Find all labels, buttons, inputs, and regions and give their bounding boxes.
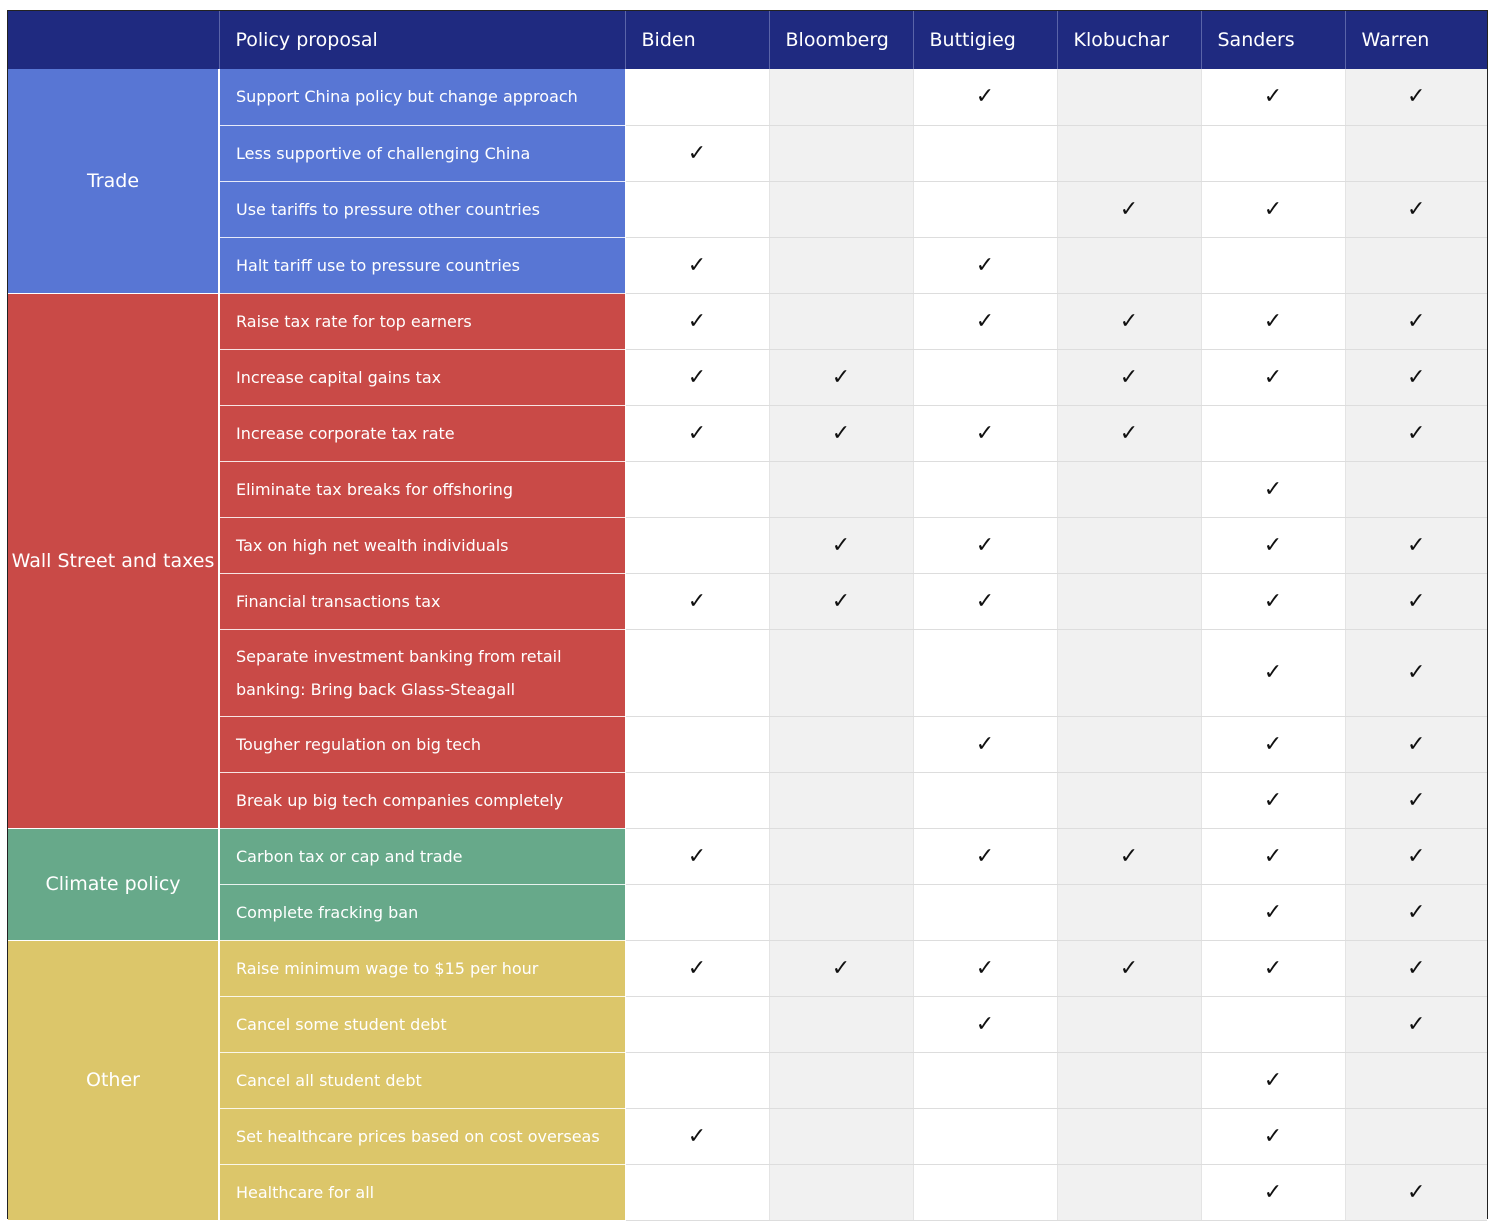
support-cell-bloomberg xyxy=(769,69,913,125)
support-cell-buttigieg xyxy=(913,629,1057,716)
table-row xyxy=(8,828,1487,884)
table-row xyxy=(8,996,1487,1052)
support-cell-bloomberg xyxy=(769,349,913,405)
policy-cell: Set healthcare prices based on cost overseas xyxy=(219,1108,625,1164)
support-cell-biden xyxy=(625,181,769,237)
checkmark-icon: ✓ xyxy=(687,308,707,334)
support-cell-klobuchar xyxy=(1057,461,1201,517)
policy-comparison-table xyxy=(8,11,1487,1221)
header-candidate-klobuchar: Klobuchar xyxy=(1057,11,1201,69)
support-cell-klobuchar xyxy=(1057,349,1201,405)
support-cell-sanders xyxy=(1201,125,1345,181)
policy-cell: Break up big tech companies completely xyxy=(219,772,625,828)
header-policy-proposal: Policy proposal xyxy=(219,11,625,69)
support-cell-sanders xyxy=(1201,573,1345,629)
header-candidate-biden: Biden xyxy=(625,11,769,69)
policy-cell: Less supportive of challenging China xyxy=(219,125,625,181)
checkmark-icon: ✓ xyxy=(831,955,851,981)
checkmark-icon: ✓ xyxy=(1407,843,1426,869)
checkmark-icon: ✓ xyxy=(1407,1179,1426,1205)
support-cell-sanders xyxy=(1201,517,1345,573)
checkmark-icon: ✓ xyxy=(1407,420,1426,446)
policy-comparison-table-container xyxy=(7,10,1488,1219)
checkmark-icon: ✓ xyxy=(975,308,995,334)
table-row xyxy=(8,69,1487,125)
support-cell-bloomberg xyxy=(769,772,913,828)
table-row xyxy=(8,772,1487,828)
support-cell-klobuchar xyxy=(1057,517,1201,573)
checkmark-icon: ✓ xyxy=(975,955,995,981)
policy-cell: Complete fracking ban xyxy=(219,884,625,940)
support-cell-buttigieg xyxy=(913,461,1057,517)
support-cell-warren xyxy=(1345,772,1487,828)
checkmark-icon: ✓ xyxy=(687,420,707,446)
policy-cell: Use tariffs to pressure other countries xyxy=(219,181,625,237)
policy-cell: Tougher regulation on big tech xyxy=(219,716,625,772)
checkmark-icon: ✓ xyxy=(687,364,707,390)
table-row xyxy=(8,181,1487,237)
support-cell-buttigieg xyxy=(913,1108,1057,1164)
checkmark-icon: ✓ xyxy=(1263,660,1283,685)
support-cell-biden xyxy=(625,1052,769,1108)
header-candidate-sanders: Sanders xyxy=(1201,11,1345,69)
table-row xyxy=(8,940,1487,996)
policy-cell: Eliminate tax breaks for offshoring xyxy=(219,461,625,517)
support-cell-klobuchar xyxy=(1057,293,1201,349)
support-cell-bloomberg xyxy=(769,1108,913,1164)
support-cell-warren xyxy=(1345,461,1487,517)
checkmark-icon: ✓ xyxy=(975,588,995,614)
policy-cell: Cancel some student debt xyxy=(219,996,625,1052)
policy-cell: Halt tariff use to pressure countries xyxy=(219,237,625,293)
checkmark-icon: ✓ xyxy=(1263,1123,1283,1149)
header-candidate-warren: Warren xyxy=(1345,11,1487,69)
support-cell-sanders xyxy=(1201,293,1345,349)
checkmark-icon: ✓ xyxy=(1407,787,1426,813)
checkmark-icon: ✓ xyxy=(1407,84,1426,110)
checkmark-icon: ✓ xyxy=(975,252,995,278)
support-cell-biden xyxy=(625,69,769,125)
support-cell-sanders xyxy=(1201,461,1345,517)
table-row xyxy=(8,405,1487,461)
checkmark-icon: ✓ xyxy=(1263,532,1283,558)
support-cell-klobuchar xyxy=(1057,884,1201,940)
support-cell-bloomberg xyxy=(769,1164,913,1220)
support-cell-buttigieg xyxy=(913,828,1057,884)
support-cell-biden xyxy=(625,1164,769,1220)
support-cell-bloomberg xyxy=(769,629,913,716)
checkmark-icon: ✓ xyxy=(687,140,707,166)
checkmark-icon: ✓ xyxy=(975,731,995,757)
policy-cell: Separate investment banking from retail banking: Bring back Glass-Steagall xyxy=(219,629,625,716)
table-row xyxy=(8,573,1487,629)
support-cell-buttigieg xyxy=(913,517,1057,573)
support-cell-klobuchar xyxy=(1057,405,1201,461)
support-cell-klobuchar xyxy=(1057,237,1201,293)
table-row xyxy=(8,349,1487,405)
support-cell-klobuchar xyxy=(1057,772,1201,828)
support-cell-biden xyxy=(625,1108,769,1164)
support-cell-bloomberg xyxy=(769,293,913,349)
checkmark-icon: ✓ xyxy=(687,955,707,981)
checkmark-icon: ✓ xyxy=(975,420,995,446)
table-header xyxy=(8,11,1487,69)
policy-cell: Cancel all student debt xyxy=(219,1052,625,1108)
checkmark-icon: ✓ xyxy=(1407,731,1426,757)
support-cell-biden xyxy=(625,884,769,940)
policy-cell: Raise minimum wage to $15 per hour xyxy=(219,940,625,996)
support-cell-buttigieg xyxy=(913,573,1057,629)
support-cell-klobuchar xyxy=(1057,125,1201,181)
support-cell-warren xyxy=(1345,716,1487,772)
support-cell-sanders xyxy=(1201,1164,1345,1220)
support-cell-sanders xyxy=(1201,772,1345,828)
table-row xyxy=(8,1164,1487,1220)
support-cell-biden xyxy=(625,237,769,293)
support-cell-sanders xyxy=(1201,716,1345,772)
support-cell-bloomberg xyxy=(769,125,913,181)
checkmark-icon: ✓ xyxy=(1407,588,1426,614)
table-row xyxy=(8,884,1487,940)
category-cell: Other xyxy=(8,940,219,1220)
checkmark-icon: ✓ xyxy=(1407,660,1426,685)
support-cell-warren xyxy=(1345,181,1487,237)
support-cell-bloomberg xyxy=(769,461,913,517)
support-cell-klobuchar xyxy=(1057,629,1201,716)
policy-cell: Increase corporate tax rate xyxy=(219,405,625,461)
support-cell-buttigieg xyxy=(913,69,1057,125)
support-cell-klobuchar xyxy=(1057,1108,1201,1164)
support-cell-buttigieg xyxy=(913,940,1057,996)
checkmark-icon: ✓ xyxy=(687,252,707,278)
table-row xyxy=(8,629,1487,716)
support-cell-buttigieg xyxy=(913,181,1057,237)
support-cell-biden xyxy=(625,349,769,405)
support-cell-klobuchar xyxy=(1057,828,1201,884)
policy-cell: Support China policy but change approach xyxy=(219,69,625,125)
checkmark-icon: ✓ xyxy=(1407,1011,1426,1037)
support-cell-sanders xyxy=(1201,69,1345,125)
support-cell-biden xyxy=(625,573,769,629)
support-cell-klobuchar xyxy=(1057,181,1201,237)
support-cell-buttigieg xyxy=(913,237,1057,293)
support-cell-buttigieg xyxy=(913,996,1057,1052)
policy-cell: Healthcare for all xyxy=(219,1164,625,1220)
support-cell-warren xyxy=(1345,125,1487,181)
support-cell-biden xyxy=(625,716,769,772)
support-cell-buttigieg xyxy=(913,349,1057,405)
support-cell-warren xyxy=(1345,293,1487,349)
table-row xyxy=(8,125,1487,181)
support-cell-sanders xyxy=(1201,237,1345,293)
table-row xyxy=(8,461,1487,517)
checkmark-icon: ✓ xyxy=(1407,955,1426,981)
support-cell-biden xyxy=(625,461,769,517)
checkmark-icon: ✓ xyxy=(1263,955,1283,981)
checkmark-icon: ✓ xyxy=(1407,196,1426,222)
checkmark-icon: ✓ xyxy=(1407,364,1426,390)
support-cell-sanders xyxy=(1201,1108,1345,1164)
support-cell-klobuchar xyxy=(1057,1164,1201,1220)
support-cell-bloomberg xyxy=(769,237,913,293)
table-row xyxy=(8,237,1487,293)
support-cell-warren xyxy=(1345,884,1487,940)
checkmark-icon: ✓ xyxy=(1263,899,1283,925)
support-cell-warren xyxy=(1345,405,1487,461)
support-cell-bloomberg xyxy=(769,996,913,1052)
checkmark-icon: ✓ xyxy=(831,364,851,390)
support-cell-biden xyxy=(625,629,769,716)
support-cell-buttigieg xyxy=(913,1052,1057,1108)
support-cell-warren xyxy=(1345,1052,1487,1108)
support-cell-bloomberg xyxy=(769,828,913,884)
checkmark-icon: ✓ xyxy=(1119,843,1139,869)
support-cell-warren xyxy=(1345,996,1487,1052)
checkmark-icon: ✓ xyxy=(831,532,851,558)
checkmark-icon: ✓ xyxy=(1263,476,1283,502)
support-cell-sanders xyxy=(1201,940,1345,996)
checkmark-icon: ✓ xyxy=(1407,899,1426,925)
support-cell-bloomberg xyxy=(769,1052,913,1108)
support-cell-sanders xyxy=(1201,349,1345,405)
checkmark-icon: ✓ xyxy=(975,84,995,110)
support-cell-biden xyxy=(625,125,769,181)
support-cell-buttigieg xyxy=(913,405,1057,461)
table-row xyxy=(8,1108,1487,1164)
support-cell-buttigieg xyxy=(913,293,1057,349)
support-cell-biden xyxy=(625,293,769,349)
checkmark-icon: ✓ xyxy=(1407,308,1426,334)
support-cell-bloomberg xyxy=(769,940,913,996)
checkmark-icon: ✓ xyxy=(687,1123,707,1149)
support-cell-buttigieg xyxy=(913,716,1057,772)
header-candidate-bloomberg: Bloomberg xyxy=(769,11,913,69)
checkmark-icon: ✓ xyxy=(1263,1179,1283,1205)
support-cell-sanders xyxy=(1201,996,1345,1052)
support-cell-buttigieg xyxy=(913,772,1057,828)
policy-cell: Increase capital gains tax xyxy=(219,349,625,405)
checkmark-icon: ✓ xyxy=(1263,196,1283,222)
support-cell-klobuchar xyxy=(1057,940,1201,996)
support-cell-warren xyxy=(1345,237,1487,293)
checkmark-icon: ✓ xyxy=(1263,84,1283,110)
support-cell-biden xyxy=(625,828,769,884)
category-cell: Wall Street and taxes xyxy=(8,293,219,828)
support-cell-warren xyxy=(1345,940,1487,996)
header-row xyxy=(8,11,1487,69)
support-cell-warren xyxy=(1345,517,1487,573)
support-cell-biden xyxy=(625,517,769,573)
header-category-blank xyxy=(8,11,219,69)
support-cell-biden xyxy=(625,405,769,461)
support-cell-buttigieg xyxy=(913,125,1057,181)
table-row xyxy=(8,716,1487,772)
checkmark-icon: ✓ xyxy=(1263,1067,1283,1093)
checkmark-icon: ✓ xyxy=(975,843,995,869)
checkmark-icon: ✓ xyxy=(1263,731,1283,757)
checkmark-icon: ✓ xyxy=(831,588,851,614)
support-cell-sanders xyxy=(1201,405,1345,461)
support-cell-bloomberg xyxy=(769,716,913,772)
support-cell-warren xyxy=(1345,349,1487,405)
support-cell-klobuchar xyxy=(1057,69,1201,125)
support-cell-sanders xyxy=(1201,884,1345,940)
support-cell-sanders xyxy=(1201,629,1345,716)
support-cell-warren xyxy=(1345,629,1487,716)
policy-cell: Raise tax rate for top earners xyxy=(219,293,625,349)
support-cell-biden xyxy=(625,772,769,828)
support-cell-bloomberg xyxy=(769,181,913,237)
support-cell-buttigieg xyxy=(913,884,1057,940)
header-candidate-buttigieg: Buttigieg xyxy=(913,11,1057,69)
support-cell-bloomberg xyxy=(769,884,913,940)
checkmark-icon: ✓ xyxy=(1263,308,1283,334)
support-cell-bloomberg xyxy=(769,405,913,461)
support-cell-bloomberg xyxy=(769,573,913,629)
checkmark-icon: ✓ xyxy=(1407,532,1426,558)
support-cell-sanders xyxy=(1201,181,1345,237)
checkmark-icon: ✓ xyxy=(1263,364,1283,390)
checkmark-icon: ✓ xyxy=(1263,787,1283,813)
table-row xyxy=(8,517,1487,573)
checkmark-icon: ✓ xyxy=(1263,588,1283,614)
category-cell: Trade xyxy=(8,69,219,293)
support-cell-klobuchar xyxy=(1057,716,1201,772)
category-cell: Climate policy xyxy=(8,828,219,940)
support-cell-sanders xyxy=(1201,828,1345,884)
checkmark-icon: ✓ xyxy=(1119,420,1139,446)
checkmark-icon: ✓ xyxy=(975,1011,995,1037)
checkmark-icon: ✓ xyxy=(687,843,707,869)
checkmark-icon: ✓ xyxy=(1119,196,1139,222)
checkmark-icon: ✓ xyxy=(1119,308,1139,334)
support-cell-warren xyxy=(1345,69,1487,125)
support-cell-klobuchar xyxy=(1057,1052,1201,1108)
support-cell-warren xyxy=(1345,1108,1487,1164)
policy-cell: Carbon tax or cap and trade xyxy=(219,828,625,884)
support-cell-klobuchar xyxy=(1057,996,1201,1052)
policy-cell: Financial transactions tax xyxy=(219,573,625,629)
support-cell-warren xyxy=(1345,573,1487,629)
checkmark-icon: ✓ xyxy=(975,532,995,558)
support-cell-warren xyxy=(1345,1164,1487,1220)
support-cell-biden xyxy=(625,996,769,1052)
support-cell-klobuchar xyxy=(1057,573,1201,629)
policy-cell: Tax on high net wealth individuals xyxy=(219,517,625,573)
table-body xyxy=(8,69,1487,1220)
table-row xyxy=(8,293,1487,349)
support-cell-warren xyxy=(1345,828,1487,884)
checkmark-icon: ✓ xyxy=(831,420,851,446)
checkmark-icon: ✓ xyxy=(1263,843,1283,869)
support-cell-biden xyxy=(625,940,769,996)
checkmark-icon: ✓ xyxy=(1119,364,1139,390)
table-row xyxy=(8,1052,1487,1108)
support-cell-bloomberg xyxy=(769,517,913,573)
checkmark-icon: ✓ xyxy=(687,588,707,614)
support-cell-sanders xyxy=(1201,1052,1345,1108)
support-cell-buttigieg xyxy=(913,1164,1057,1220)
checkmark-icon: ✓ xyxy=(1119,955,1139,981)
